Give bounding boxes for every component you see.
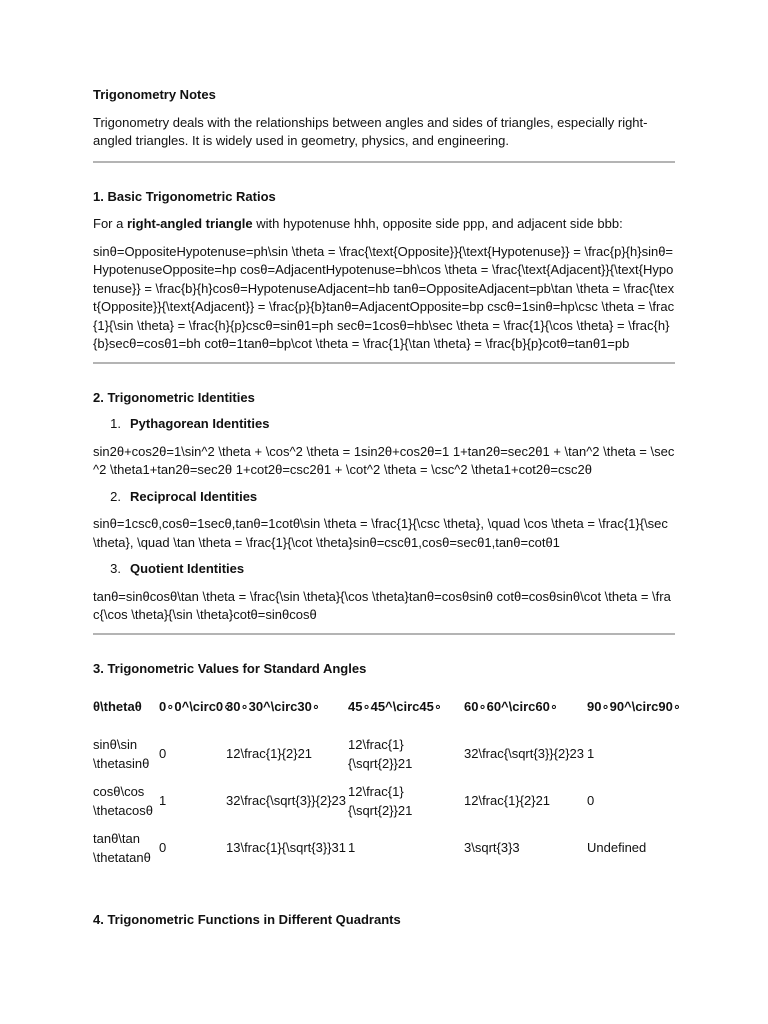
list-number: 3. xyxy=(110,561,121,576)
divider xyxy=(93,161,675,163)
divider xyxy=(93,362,675,364)
pythagorean-formula: sin2θ+cos2θ=1\sin^2 \theta + \cos^2 \theta = 1sin2θ+cos2θ=1 1+tan2θ=sec2θ1 + \tan^2 \theta = \sec^2 \theta1+tan2θ=sec2θ 1+cot2θ=csc2θ1 + \cot^2 \theta = \csc^2 \theta1+cot2θ=csc2θ xyxy=(93,443,675,477)
list-number: 2. xyxy=(110,488,121,504)
identity-title: Quotient Identities xyxy=(130,561,245,576)
list-number: 1. xyxy=(110,416,121,431)
table-row xyxy=(93,731,675,778)
table-cell: sinθ\sin \thetasinθ xyxy=(93,737,150,771)
identity-title: Reciprocal Identities xyxy=(130,488,258,504)
quotient-formula: tanθ=sinθcosθ\tan \theta = \frac{\sin \theta}{\cos \theta}tanθ=cosθsinθ cotθ=cosθsinθ\cot \theta = \frac{\cos \theta}{\sin \theta}cotθ=sinθcosθ xyxy=(93,588,671,622)
section1-formula: sinθ=OppositeHypotenuse=ph\sin \theta = \frac{\text{Opposite}}{\text{Hypotenuse}} = \frac{p}{h}sinθ=HypotenuseOpposite=hp cosθ=AdjacentHypotenuse=bh\cos \theta = \frac{\text{Adjacent}}{\text{Hypotenuse}} = \frac{b}{h}cosθ=HypotenuseAdjacent=hb tanθ=OppositeAdjacent=pb\tan \theta = \frac{\text{Opposite}}{\text{Adjacent}} = \frac{p}{b}tanθ=AdjacentOpposite=bp cscθ=1sinθ=hp\csc \theta = \frac{1}{\sin \theta} = \frac{h}{p}cscθ=sinθ1=ph secθ=1cosθ=hb\sec \theta = \frac{1}{\cos \theta} = \frac{h}{b}secθ=cosθ1=bh cotθ=1tanθ=bp\cot \theta = \frac{1}{\tan \theta} = \frac{b}{p}cotθ=tanθ1=pb xyxy=(93,243,675,351)
section2-heading: 2. Trigonometric Identities xyxy=(93,389,255,405)
identity-heading-reciprocal xyxy=(93,488,675,507)
lead-text-after: with hypotenuse hhh, opposite side ppp, and adjacent side bbb: xyxy=(252,216,623,231)
identity-heading-quotient xyxy=(93,560,675,579)
doc-title: Trigonometry Notes xyxy=(93,87,216,102)
lead-text-bold: right-angled triangle xyxy=(126,216,253,231)
section1-lead xyxy=(93,215,675,234)
document-content xyxy=(93,86,681,930)
table-header-cell: 90∘90^\circ90∘ xyxy=(587,698,681,714)
table-header-row xyxy=(93,683,675,731)
table-cell: 12\frac{1}{\sqrt{2}}21 xyxy=(348,737,413,771)
table-header-cell: 45∘45^\circ45∘ xyxy=(348,698,442,714)
lead-text-before: For a xyxy=(93,216,127,231)
table-row xyxy=(93,778,675,825)
table-header-cell: θ\thetaθ xyxy=(93,698,142,714)
table-cell: 32\frac{\sqrt{3}}{2}23 xyxy=(226,793,346,809)
table-cell: cosθ\cos \thetacosθ xyxy=(93,784,153,818)
table-header-cell: 30∘30^\circ30∘ xyxy=(226,698,320,714)
table-cell: 12\frac{1}{2}21 xyxy=(464,793,551,809)
table-row xyxy=(93,825,675,872)
section4-heading: 4. Trigonometric Functions in Different Quadrants xyxy=(93,912,401,927)
section1-heading: 1. Basic Trigonometric Ratios xyxy=(93,188,276,204)
divider xyxy=(93,633,675,635)
standard-angles-table xyxy=(93,683,681,872)
table-cell: 3\sqrt{3}3 xyxy=(464,840,520,856)
table-cell: 0 xyxy=(159,840,167,856)
identity-heading-pythagorean xyxy=(93,415,675,434)
table-cell: 12\frac{1}{2}21 xyxy=(226,746,313,762)
table-cell: Undefined xyxy=(587,840,647,856)
table-cell: 0 xyxy=(587,793,595,809)
table-header-cell: 60∘60^\circ60∘ xyxy=(464,698,558,714)
table-cell: 32\frac{\sqrt{3}}{2}23 xyxy=(464,746,584,762)
table-cell: 0 xyxy=(159,746,167,762)
table-cell: 1 xyxy=(587,746,595,762)
section3-heading: 3. Trigonometric Values for Standard Angles xyxy=(93,660,367,676)
table-cell: 12\frac{1}{\sqrt{2}}21 xyxy=(348,784,413,818)
table-cell: tanθ\tan \thetatanθ xyxy=(93,831,151,865)
intro-paragraph: Trigonometry deals with the relationships between angles and sides of triangles, especially right-angled triangles. It is widely used in geometry, physics, and engineering. xyxy=(93,114,648,148)
reciprocal-formula: sinθ=1cscθ,cosθ=1secθ,tanθ=1cotθ\sin \theta = \frac{1}{\csc \theta}, \quad \cos \theta = \frac{1}{\sec \theta}, \quad \tan \theta = \frac{1}{\cot \theta}sinθ=cscθ1,cosθ=secθ1,tanθ=cotθ1 xyxy=(93,516,668,550)
table-header-cell: 0∘0^\circ0∘ xyxy=(159,698,232,714)
identity-title: Pythagorean Identities xyxy=(130,416,270,431)
table-cell: 1 xyxy=(348,840,356,856)
table-cell: 1 xyxy=(159,793,167,809)
table-cell: 13\frac{1}{\sqrt{3}}31 xyxy=(226,840,346,856)
